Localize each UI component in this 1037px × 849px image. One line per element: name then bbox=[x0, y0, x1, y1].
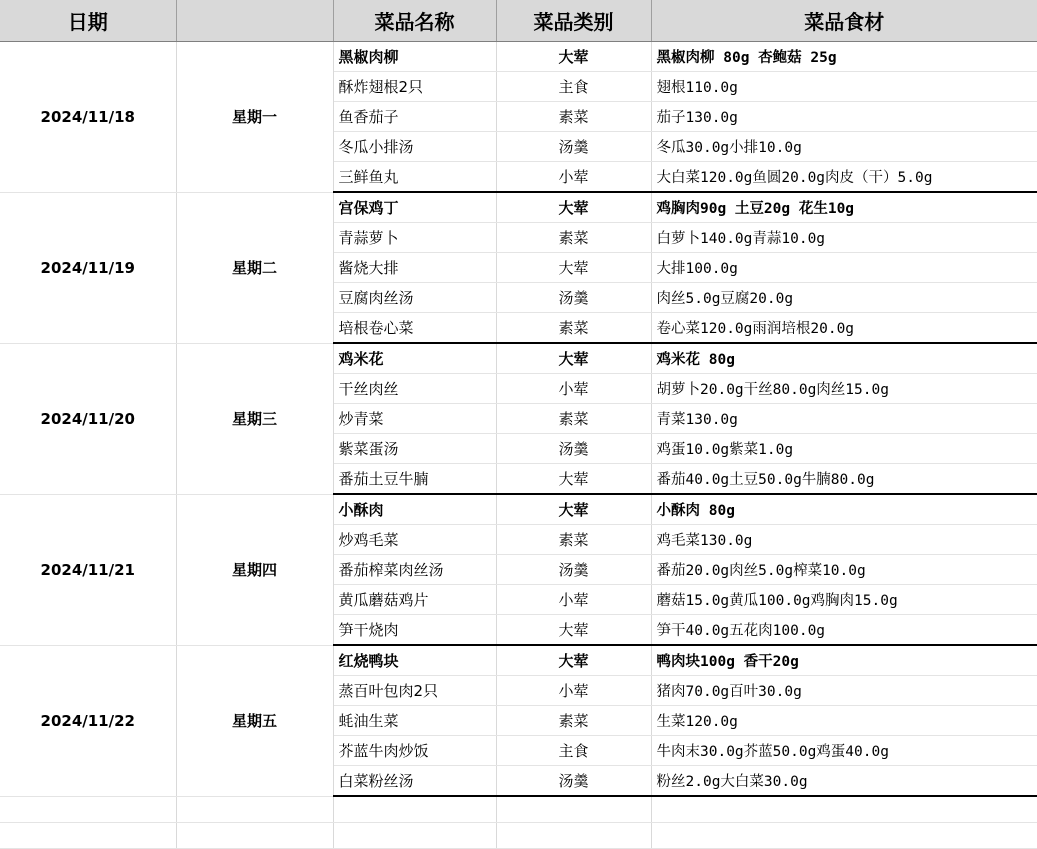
dish-category-cell[interactable]: 大荤 bbox=[496, 192, 651, 223]
dish-name-cell[interactable]: 冬瓜小排汤 bbox=[333, 132, 496, 162]
menu-body bbox=[0, 42, 1037, 849]
dish-category-cell[interactable]: 小荤 bbox=[496, 374, 651, 404]
ingredients-cell[interactable]: 笋干40.0g五花肉100.0g bbox=[651, 615, 1037, 646]
dish-category-cell[interactable]: 大荤 bbox=[496, 645, 651, 676]
date-cell[interactable]: 2024/11/21 bbox=[0, 494, 176, 645]
dish-category-cell[interactable]: 大荤 bbox=[496, 253, 651, 283]
dish-category-cell[interactable]: 大荤 bbox=[496, 494, 651, 525]
header-dish-category[interactable]: 菜品类别 bbox=[496, 0, 651, 42]
dish-name-cell[interactable]: 干丝肉丝 bbox=[333, 374, 496, 404]
dish-category-cell[interactable]: 小荤 bbox=[496, 162, 651, 193]
dish-category-cell[interactable]: 汤羹 bbox=[496, 132, 651, 162]
ingredients-cell[interactable]: 冬瓜30.0g小排10.0g bbox=[651, 132, 1037, 162]
dish-category-cell[interactable]: 汤羹 bbox=[496, 434, 651, 464]
empty-row bbox=[0, 796, 1037, 823]
dish-name-cell[interactable]: 鱼香茄子 bbox=[333, 102, 496, 132]
date-cell[interactable]: 2024/11/20 bbox=[0, 343, 176, 494]
weekday-cell[interactable]: 星期三 bbox=[176, 343, 333, 494]
dish-name-cell[interactable]: 黄瓜蘑菇鸡片 bbox=[333, 585, 496, 615]
dish-name-cell[interactable]: 番茄榨菜肉丝汤 bbox=[333, 555, 496, 585]
ingredients-cell[interactable]: 卷心菜120.0g雨润培根20.0g bbox=[651, 313, 1037, 344]
dish-name-cell[interactable]: 蚝油生菜 bbox=[333, 706, 496, 736]
dish-name-cell[interactable]: 番茄土豆牛腩 bbox=[333, 464, 496, 495]
dish-category-cell[interactable]: 大荤 bbox=[496, 42, 651, 72]
empty-cell[interactable] bbox=[0, 823, 176, 849]
dish-name-cell[interactable]: 酥炸翅根2只 bbox=[333, 72, 496, 102]
dish-name-cell[interactable]: 炒青菜 bbox=[333, 404, 496, 434]
table-row bbox=[0, 494, 1037, 525]
date-cell[interactable]: 2024/11/19 bbox=[0, 192, 176, 343]
table-row bbox=[0, 192, 1037, 223]
empty-cell[interactable] bbox=[333, 796, 496, 823]
dish-category-cell[interactable]: 大荤 bbox=[496, 343, 651, 374]
ingredients-cell[interactable]: 胡萝卜20.0g干丝80.0g肉丝15.0g bbox=[651, 374, 1037, 404]
dish-category-cell[interactable]: 主食 bbox=[496, 72, 651, 102]
dish-category-cell[interactable]: 汤羹 bbox=[496, 766, 651, 797]
weekday-cell[interactable]: 星期二 bbox=[176, 192, 333, 343]
dish-name-cell[interactable]: 培根卷心菜 bbox=[333, 313, 496, 344]
dish-name-cell[interactable]: 红烧鸭块 bbox=[333, 645, 496, 676]
dish-name-cell[interactable]: 芥蓝牛肉炒饭 bbox=[333, 736, 496, 766]
empty-cell[interactable] bbox=[333, 823, 496, 849]
weekday-cell[interactable]: 星期一 bbox=[176, 42, 333, 193]
empty-cell[interactable] bbox=[0, 796, 176, 823]
ingredients-cell[interactable]: 番茄40.0g土豆50.0g牛腩80.0g bbox=[651, 464, 1037, 495]
ingredients-cell[interactable]: 鸡胸肉90g 土豆20g 花生10g bbox=[651, 192, 1037, 223]
ingredients-cell[interactable]: 蘑菇15.0g黄瓜100.0g鸡胸肉15.0g bbox=[651, 585, 1037, 615]
empty-row bbox=[0, 823, 1037, 849]
ingredients-cell[interactable]: 牛肉末30.0g芥蓝50.0g鸡蛋40.0g bbox=[651, 736, 1037, 766]
header-weekday[interactable] bbox=[176, 0, 333, 42]
dish-category-cell[interactable]: 素菜 bbox=[496, 404, 651, 434]
ingredients-cell[interactable]: 鸭肉块100g 香干20g bbox=[651, 645, 1037, 676]
dish-category-cell[interactable]: 大荤 bbox=[496, 464, 651, 495]
ingredients-cell[interactable]: 黑椒肉柳 80g 杏鲍菇 25g bbox=[651, 42, 1037, 72]
dish-category-cell[interactable]: 小荤 bbox=[496, 676, 651, 706]
dish-name-cell[interactable]: 酱烧大排 bbox=[333, 253, 496, 283]
ingredients-cell[interactable]: 青菜130.0g bbox=[651, 404, 1037, 434]
dish-name-cell[interactable]: 黑椒肉柳 bbox=[333, 42, 496, 72]
ingredients-cell[interactable]: 小酥肉 80g bbox=[651, 494, 1037, 525]
ingredients-cell[interactable]: 茄子130.0g bbox=[651, 102, 1037, 132]
empty-cell[interactable] bbox=[651, 796, 1037, 823]
ingredients-cell[interactable]: 翅根110.0g bbox=[651, 72, 1037, 102]
dish-category-cell[interactable]: 汤羹 bbox=[496, 555, 651, 585]
dish-name-cell[interactable]: 豆腐肉丝汤 bbox=[333, 283, 496, 313]
table-row bbox=[0, 42, 1037, 72]
dish-category-cell[interactable]: 素菜 bbox=[496, 223, 651, 253]
date-cell[interactable]: 2024/11/18 bbox=[0, 42, 176, 193]
empty-cell[interactable] bbox=[496, 796, 651, 823]
ingredients-cell[interactable]: 粉丝2.0g大白菜30.0g bbox=[651, 766, 1037, 797]
ingredients-cell[interactable]: 番茄20.0g肉丝5.0g榨菜10.0g bbox=[651, 555, 1037, 585]
dish-name-cell[interactable]: 宫保鸡丁 bbox=[333, 192, 496, 223]
ingredients-cell[interactable]: 鸡米花 80g bbox=[651, 343, 1037, 374]
header-date[interactable]: 日期 bbox=[0, 0, 176, 42]
dish-category-cell[interactable]: 主食 bbox=[496, 736, 651, 766]
empty-cell[interactable] bbox=[176, 823, 333, 849]
table-row bbox=[0, 645, 1037, 676]
dish-category-cell[interactable]: 小荤 bbox=[496, 585, 651, 615]
table-row bbox=[0, 343, 1037, 374]
ingredients-cell[interactable]: 白萝卜140.0g青蒜10.0g bbox=[651, 223, 1037, 253]
empty-cell[interactable] bbox=[651, 823, 1037, 849]
ingredients-cell[interactable]: 鸡毛菜130.0g bbox=[651, 525, 1037, 555]
dish-name-cell[interactable]: 小酥肉 bbox=[333, 494, 496, 525]
dish-category-cell[interactable]: 大荤 bbox=[496, 615, 651, 646]
dish-name-cell[interactable]: 笋干烧肉 bbox=[333, 615, 496, 646]
dish-name-cell[interactable]: 蒸百叶包肉2只 bbox=[333, 676, 496, 706]
empty-cell[interactable] bbox=[496, 823, 651, 849]
ingredients-cell[interactable]: 猪肉70.0g百叶30.0g bbox=[651, 676, 1037, 706]
ingredients-cell[interactable]: 肉丝5.0g豆腐20.0g bbox=[651, 283, 1037, 313]
dish-category-cell[interactable]: 素菜 bbox=[496, 313, 651, 344]
dish-name-cell[interactable]: 三鲜鱼丸 bbox=[333, 162, 496, 193]
dish-category-cell[interactable]: 素菜 bbox=[496, 102, 651, 132]
weekday-cell[interactable]: 星期四 bbox=[176, 494, 333, 645]
ingredients-cell[interactable]: 大排100.0g bbox=[651, 253, 1037, 283]
weekday-cell[interactable]: 星期五 bbox=[176, 645, 333, 796]
dish-category-cell[interactable]: 汤羹 bbox=[496, 283, 651, 313]
header-ingredients[interactable]: 菜品食材 bbox=[651, 0, 1037, 42]
ingredients-cell[interactable]: 鸡蛋10.0g紫菜1.0g bbox=[651, 434, 1037, 464]
empty-cell[interactable] bbox=[176, 796, 333, 823]
date-cell[interactable]: 2024/11/22 bbox=[0, 645, 176, 796]
dish-category-cell[interactable]: 素菜 bbox=[496, 706, 651, 736]
dish-name-cell[interactable]: 白菜粉丝汤 bbox=[333, 766, 496, 797]
dish-name-cell[interactable]: 紫菜蛋汤 bbox=[333, 434, 496, 464]
ingredients-cell[interactable]: 大白菜120.0g鱼圆20.0g肉皮（干）5.0g bbox=[651, 162, 1037, 193]
dish-name-cell[interactable]: 鸡米花 bbox=[333, 343, 496, 374]
header-dish-name[interactable]: 菜品名称 bbox=[333, 0, 496, 42]
dish-name-cell[interactable]: 青蒜萝卜 bbox=[333, 223, 496, 253]
dish-name-cell[interactable]: 炒鸡毛菜 bbox=[333, 525, 496, 555]
header-row bbox=[0, 0, 1037, 42]
dish-category-cell[interactable]: 素菜 bbox=[496, 525, 651, 555]
ingredients-cell[interactable]: 生菜120.0g bbox=[651, 706, 1037, 736]
